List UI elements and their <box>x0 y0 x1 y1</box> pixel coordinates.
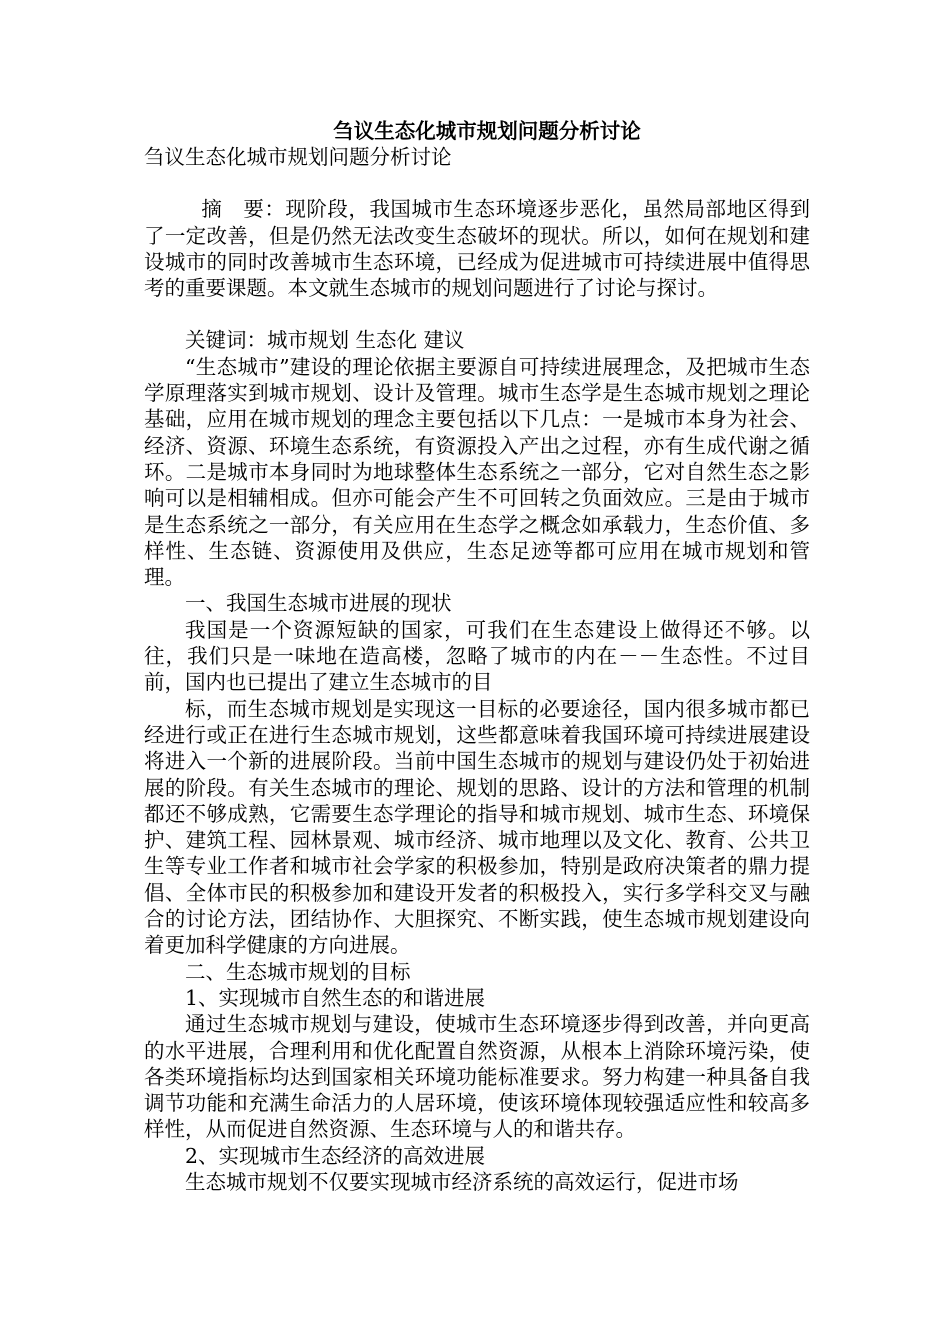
section-1-heading: 一、我国生态城市进展的现状 <box>185 591 452 616</box>
section-1-paragraph-1: 我国是一个资源短缺的国家，可我们在生态建设上做得还不够。以往，我们只是一味地在造高楼，忽略了城市的内在－－生态性。不过目前，国内也已提出了建立生态城市的目 <box>144 617 810 695</box>
subsection-1-heading: 1、实现城市自然生态的和谐进展 <box>185 985 486 1010</box>
intro-paragraph: “生态城市”建设的理论依据主要源自可持续进展理念，及把城市生态学原理落实到城市规划、设计及管理。城市生态学是生态城市规划之理论基础，应用在城市规划的理念主要包括以下几点：一是城市本身为社会、经济、资源、环境生态系统，有资源投入产出之过程，亦有生成代谢之循环。二是城市本身同时为地球整体生态系统之一部分，它对自然生态之影响可以是相辅相成。但亦可能会产生不可回转之负面效应。三是由于城市是生态系统之一部分，有关应用在生态学之概念如承载力，生态价值、多样性、生态链、资源使用及供应，生态足迹等都可应用在城市规划和管理。 <box>144 354 810 590</box>
document-title: 刍议生态化城市规划问题分析讨论 <box>333 119 641 143</box>
document-page <box>144 118 810 1195</box>
spacer <box>144 170 810 196</box>
subsection-1-paragraph: 通过生态城市规划与建设，使城市生态环境逐步得到改善，并向更高的水平进展，合理利用和优化配置自然资源，从根本上消除环境污染，使各类环境指标均达到国家相关环境功能标准要求。努力构建一种具备自我调节功能和充满生命活力的人居环境，使该环境体现较强适应性和较高多样性，从而促进自然资源、生态环境与人的和谐共存。 <box>144 1012 810 1142</box>
abstract-paragraph: 摘 要：现阶段，我国城市生态环境逐步恶化，虽然局部地区得到了一定改善，但是仍然无法改变生态破坏的现状。所以，如何在规划和建设城市的同时改善城市生态环境，已经成为促进城市可持续进展中值得思考的重要课题。本文就生态城市的规划问题进行了讨论与探讨。 <box>144 197 810 301</box>
subsection-2-paragraph: 生态城市规划不仅要实现城市经济系统的高效运行，促进市场 <box>185 1169 739 1194</box>
document-subtitle: 刍议生态化城市规划问题分析讨论 <box>144 145 452 169</box>
section-2-heading: 二、生态城市规划的目标 <box>185 959 411 984</box>
spacer <box>144 301 810 327</box>
section-1-paragraph-2: 标，而生态城市规划是实现这一目标的必要途径，国内很多城市都已经进行或正在进行生态城市规划，这些都意味着我国环境可持续进展建设将进入一个新的进展阶段。当前中国生态城市的规划与建设仍处于初始进展的阶段。有关生态城市的理论、规划的思路、设计的方法和管理的机制都还不够成熟，它需要生态学理论的指导和城市规划、城市生态、环境保护、建筑工程、园林景观、城市经济、城市地理以及文化、教育、公共卫生等专业工作者和城市社会学家的积极参加，特别是政府决策者的鼎力提倡、全体市民的积极参加和建设开发者的积极投入，实行多学科交叉与融合的讨论方法，团结协作、大胆探究、不断实践，使生态城市规划建设向着更加科学健康的方向进展。 <box>144 696 810 958</box>
subsection-2-heading: 2、实现城市生态经济的高效进展 <box>185 1143 486 1168</box>
keywords-line: 关键词：城市规划 生态化 建议 <box>185 328 465 353</box>
